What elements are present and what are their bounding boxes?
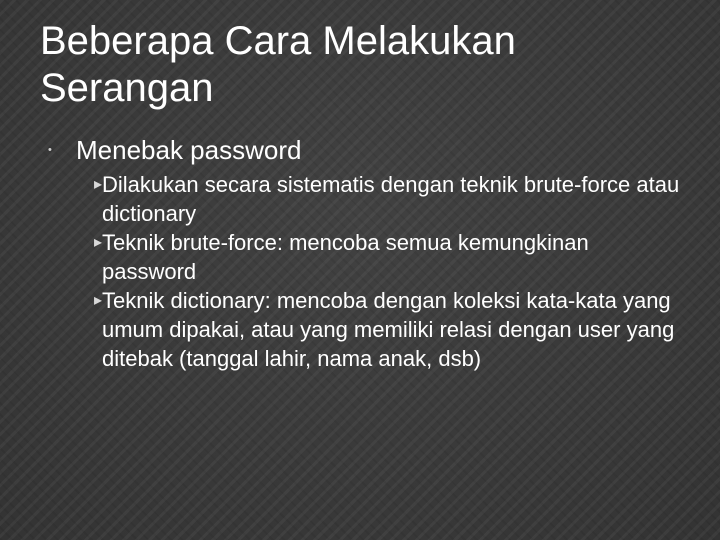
bullet-item-level1 (40, 130, 680, 170)
sub-bullet-text: Teknik dictionary: mencoba dengan koleksi kata-kata yang umum dipakai, atau yang memiliki relasi dengan user yang ditebak (tanggal lahir, nama anak, dsb) (102, 288, 675, 371)
triangle-bullet-icon: ▸ (93, 176, 102, 193)
sub-bullet-text: Dilakukan secara sistematis dengan teknik brute-force atau dictionary (102, 172, 680, 226)
bullet-item-label: Menebak password (76, 135, 302, 165)
sub-bullet-item (93, 286, 680, 373)
slide-title: Beberapa Cara Melakukan Serangan (40, 19, 516, 111)
dot-bullet-icon: • (48, 144, 52, 156)
triangle-bullet-icon: ▸ (93, 234, 102, 251)
sub-bullet-text: Teknik brute-force: mencoba semua kemungkinan password (102, 230, 589, 284)
sub-bullet-list (93, 170, 680, 373)
sub-bullet-item (93, 170, 680, 228)
slide-content (40, 130, 680, 373)
sub-bullet-item (93, 228, 680, 286)
triangle-bullet-icon: ▸ (93, 292, 102, 309)
